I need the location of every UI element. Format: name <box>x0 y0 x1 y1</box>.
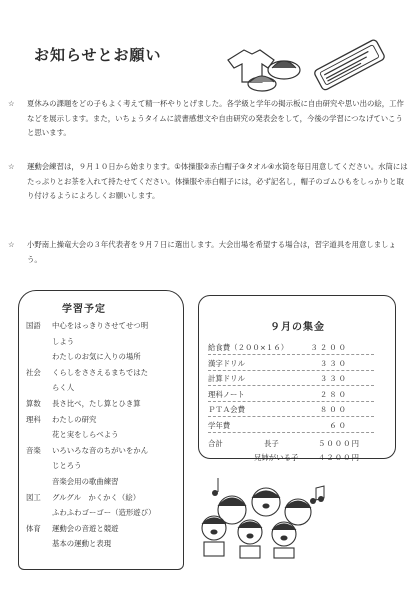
schedule-item: ふわふわゴーゴー（造形遊び） <box>52 508 156 518</box>
fee-row-divider <box>208 354 374 355</box>
schedule-subject: 算数 <box>26 399 41 408</box>
notice-text: 夏休みの課題をどの子もよく考えて精一杯やりとげました。各学級と学年の掲示板に自由研究や思い出の絵，工作などを展示します。また，いちょうタイムに読書感想文や自由研究の発表会をして，今後の学習につなげていこうと思います。 <box>27 99 404 137</box>
notice-text: 小野南上操竜大会の３年代表者を９月７日に選出します。大会出場を希望する場合は，習字道具を用意しましょう。 <box>27 240 396 264</box>
schedule-subject: 体育 <box>26 523 41 533</box>
star-icon: ☆ <box>8 162 15 171</box>
schedule-item: 中心をはっきりさせてせつ明 <box>52 321 149 330</box>
page-title: お知らせとお願い <box>34 46 162 64</box>
fee-item-name: ＰＴＡ会費 <box>208 405 245 414</box>
notice-item <box>8 97 408 141</box>
notice-item <box>8 238 408 267</box>
schedule-item: じとろう <box>52 461 82 471</box>
fee-row-divider <box>208 416 374 417</box>
fee-item-amount: ３２００ <box>310 343 348 352</box>
fee-total-label-first-child: 長子 <box>264 439 279 448</box>
fee-row-divider <box>208 385 374 386</box>
schedule-item: グルグル かくかく（絵） <box>52 492 141 502</box>
pencil-case-illustration <box>310 36 388 92</box>
schedule-item: いろいろな音のちがいをかん <box>52 445 149 455</box>
fee-item-amount: ６０ <box>329 420 348 430</box>
star-icon: ☆ <box>8 240 15 249</box>
schedule-item: らく人 <box>52 383 75 393</box>
fee-total-label-sibling: 兄姉がいる子 <box>254 453 299 462</box>
schedule-item: しよう <box>52 336 75 346</box>
schedule-item: 音楽会用の歌曲練習 <box>52 477 119 486</box>
fee-title: ９月の集金 <box>270 322 325 333</box>
fee-row-divider <box>208 401 374 402</box>
fee-total-label: 合計 <box>208 439 223 448</box>
fee-item-name: 理科ノート <box>208 389 245 399</box>
fee-item-name: 漢字ドリル <box>208 358 245 368</box>
schedule-item: 花と実をしらべよう <box>52 430 119 440</box>
schedule-subject: 音楽 <box>26 445 41 455</box>
fee-total-amount-first-child: ５０００円 <box>318 439 360 448</box>
fee-row-divider <box>208 432 374 433</box>
schedule-item: 運動会の音遊と競遊 <box>52 523 119 533</box>
fee-item-name: 給食費（２００×１６） <box>208 343 289 352</box>
singing-children-illustration <box>188 468 340 560</box>
star-icon: ☆ <box>8 99 15 108</box>
schedule-title: 学習予定 <box>62 304 106 315</box>
fee-item-amount: ３３０ <box>319 374 348 383</box>
schedule-item: わたしのお気に入りの場所 <box>52 352 141 362</box>
fee-row-divider <box>208 370 374 371</box>
fee-item-name: 学年費 <box>208 420 231 430</box>
notice-item <box>8 160 408 204</box>
notice-text: 運動会練習は，９月１０日から始まります。①体操服②赤白帽子③タオル④水筒を毎日用意してください。水筒にはたっぷりとお茶を入れて持たせてください。体操服や赤白帽子には，必ず記名し，帽子のゴムひもをしっかりと取り付けるようによろしくお願いします。 <box>27 162 408 200</box>
schedule-subject: 社会 <box>26 367 41 377</box>
fee-item-amount: ８００ <box>319 405 348 414</box>
schedule-item: くらしをささえるまちではた <box>52 367 149 377</box>
fee-item-name: 計算ドリル <box>208 374 245 383</box>
fee-item-amount: ２８０ <box>319 389 348 399</box>
schedule-subject: 図工 <box>26 492 41 502</box>
schedule-item: 長さ比べ，たし算とひき算 <box>52 399 141 408</box>
fee-total-amount-sibling: ４２００円 <box>318 453 360 462</box>
schedule-item: わたしの研究 <box>52 414 97 424</box>
fee-item-amount: ３３０ <box>319 358 348 368</box>
schedule-subject: 国語 <box>26 321 41 330</box>
schedule-subject: 理科 <box>26 414 41 424</box>
gym-clothes-illustration <box>222 40 310 94</box>
schedule-item: 基本の運動と表現 <box>52 539 112 549</box>
